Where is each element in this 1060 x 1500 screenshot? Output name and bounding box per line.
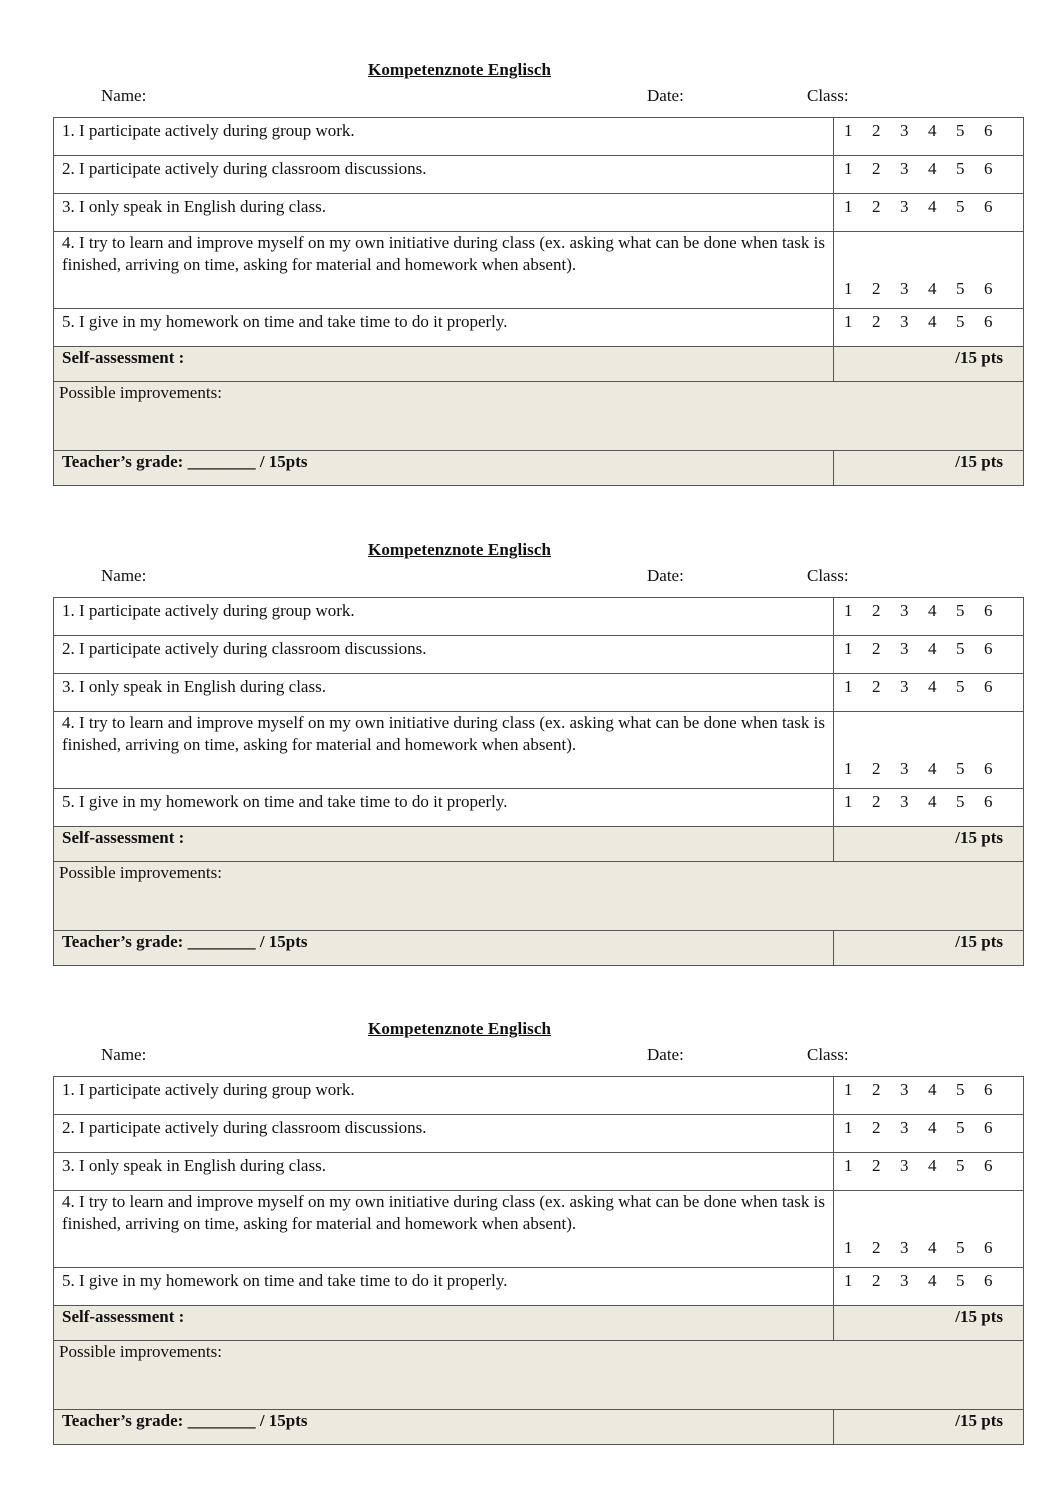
- self-assessment-points: /15 pts: [834, 827, 1024, 862]
- teacher-grade-label: Teacher’s grade: ________ / 15pts: [54, 451, 834, 486]
- rating-option-6[interactable]: 6: [984, 279, 993, 298]
- rating-option-5[interactable]: 5: [956, 159, 965, 178]
- rating-option-6[interactable]: 6: [984, 677, 993, 696]
- form-title: Kompetenznote Englisch: [368, 1019, 552, 1038]
- rating-scale: [834, 1268, 1024, 1306]
- criterion-text: 2. I participate actively during classroom discussions.: [54, 636, 834, 674]
- criterion-row: [54, 156, 1024, 194]
- rating-option-6[interactable]: 6: [984, 1118, 993, 1137]
- rating-option-1[interactable]: 1: [844, 677, 853, 696]
- rating-option-2[interactable]: 2: [872, 159, 881, 178]
- rating-option-1[interactable]: 1: [844, 1238, 853, 1257]
- criterion-text: 5. I give in my homework on time and take time to do it properly.: [54, 789, 834, 827]
- rating-option-4[interactable]: 4: [928, 639, 937, 658]
- rating-option-6[interactable]: 6: [984, 601, 993, 620]
- rating-scale: [834, 636, 1024, 674]
- criterion-row: [54, 1077, 1024, 1115]
- rating-option-5[interactable]: 5: [956, 677, 965, 696]
- rating-option-6[interactable]: 6: [984, 639, 993, 658]
- rating-option-1[interactable]: 1: [844, 159, 853, 178]
- rating-option-1[interactable]: 1: [844, 1156, 853, 1175]
- teacher-grade-row: [54, 451, 1024, 486]
- rating-option-1[interactable]: 1: [844, 121, 853, 140]
- criterion-row: [54, 1191, 1024, 1268]
- rating-option-2[interactable]: 2: [872, 1271, 881, 1290]
- date-label: Date:: [647, 86, 684, 105]
- rating-option-4[interactable]: 4: [928, 121, 937, 140]
- rating-option-4[interactable]: 4: [928, 279, 937, 298]
- criterion-text: 3. I only speak in English during class.: [54, 1153, 834, 1191]
- name-label: Name:: [101, 566, 147, 585]
- rating-option-2[interactable]: 2: [872, 677, 881, 696]
- teacher-grade-label: Teacher’s grade: ________ / 15pts: [54, 931, 834, 966]
- rating-option-2[interactable]: 2: [872, 1080, 881, 1099]
- rating-option-4[interactable]: 4: [928, 601, 937, 620]
- rating-option-4[interactable]: 4: [928, 792, 937, 811]
- class-label: Class:: [807, 1045, 849, 1064]
- rating-option-2[interactable]: 2: [872, 279, 881, 298]
- criterion-text: 4. I try to learn and improve myself on my own initiative during class (ex. asking what can be done when task is finished, arriving on time, asking for material and homework when absent).: [54, 232, 834, 309]
- rating-option-4[interactable]: 4: [928, 759, 937, 778]
- name-label: Name:: [101, 86, 147, 105]
- assessment-table: [53, 1076, 1024, 1445]
- rating-option-5[interactable]: 5: [956, 792, 965, 811]
- self-assessment-label: Self-assessment :: [54, 347, 834, 382]
- teacher-grade-points: /15 pts: [834, 931, 1024, 966]
- class-label: Class:: [807, 86, 849, 105]
- rating-option-3[interactable]: 3: [900, 312, 909, 331]
- criterion-row: [54, 636, 1024, 674]
- rating-scale: [834, 194, 1024, 232]
- criterion-text: 2. I participate actively during classroom discussions.: [54, 1115, 834, 1153]
- rating-option-5[interactable]: 5: [956, 1156, 965, 1175]
- criterion-row: [54, 598, 1024, 636]
- rating-option-2[interactable]: 2: [872, 1238, 881, 1257]
- rating-option-1[interactable]: 1: [844, 1118, 853, 1137]
- rating-option-2[interactable]: 2: [872, 601, 881, 620]
- rating-option-3[interactable]: 3: [900, 121, 909, 140]
- rating-option-1[interactable]: 1: [844, 312, 853, 331]
- rating-option-6[interactable]: 6: [984, 159, 993, 178]
- rating-scale: [834, 1077, 1024, 1115]
- teacher-grade-points: /15 pts: [834, 451, 1024, 486]
- rating-option-1[interactable]: 1: [844, 639, 853, 658]
- rating-option-4[interactable]: 4: [928, 197, 937, 216]
- improvements-row: [54, 1341, 1024, 1410]
- rating-option-4[interactable]: 4: [928, 312, 937, 331]
- self-assessment-row: [54, 1306, 1024, 1341]
- rating-option-4[interactable]: 4: [928, 1080, 937, 1099]
- criterion-row: [54, 674, 1024, 712]
- rating-option-6[interactable]: 6: [984, 197, 993, 216]
- rating-scale: [834, 712, 1024, 789]
- rating-option-5[interactable]: 5: [956, 639, 965, 658]
- rating-option-5[interactable]: 5: [956, 312, 965, 331]
- self-assessment-label: Self-assessment :: [54, 1306, 834, 1341]
- rating-option-5[interactable]: 5: [956, 1271, 965, 1290]
- rating-option-4[interactable]: 4: [928, 159, 937, 178]
- rating-option-4[interactable]: 4: [928, 677, 937, 696]
- teacher-grade-points: /15 pts: [834, 1410, 1024, 1445]
- rating-option-4[interactable]: 4: [928, 1238, 937, 1257]
- criterion-text: 1. I participate actively during group work.: [54, 598, 834, 636]
- self-assessment-row: [54, 827, 1024, 862]
- improvements-label: Possible improvements:: [54, 382, 1024, 451]
- criterion-text: 5. I give in my homework on time and take time to do it properly.: [54, 1268, 834, 1306]
- rating-option-6[interactable]: 6: [984, 1080, 993, 1099]
- rating-option-2[interactable]: 2: [872, 792, 881, 811]
- rating-option-2[interactable]: 2: [872, 121, 881, 140]
- rating-option-2[interactable]: 2: [872, 1118, 881, 1137]
- rating-option-3[interactable]: 3: [900, 1080, 909, 1099]
- criterion-text: 1. I participate actively during group work.: [54, 118, 834, 156]
- rating-option-3[interactable]: 3: [900, 159, 909, 178]
- date-label: Date:: [647, 1045, 684, 1064]
- rating-option-5[interactable]: 5: [956, 601, 965, 620]
- rating-option-1[interactable]: 1: [844, 792, 853, 811]
- rating-option-3[interactable]: 3: [900, 792, 909, 811]
- self-assessment-points: /15 pts: [834, 347, 1024, 382]
- rating-option-6[interactable]: 6: [984, 121, 993, 140]
- rating-option-1[interactable]: 1: [844, 601, 853, 620]
- criterion-text: 1. I participate actively during group work.: [54, 1077, 834, 1115]
- rating-option-5[interactable]: 5: [956, 1080, 965, 1099]
- rating-option-2[interactable]: 2: [872, 197, 881, 216]
- rating-option-3[interactable]: 3: [900, 759, 909, 778]
- criterion-row: [54, 118, 1024, 156]
- criterion-row: [54, 1115, 1024, 1153]
- rating-scale: [834, 598, 1024, 636]
- criterion-text: 2. I participate actively during classroom discussions.: [54, 156, 834, 194]
- improvements-label: Possible improvements:: [54, 1341, 1024, 1410]
- criterion-row: [54, 194, 1024, 232]
- rating-option-1[interactable]: 1: [844, 759, 853, 778]
- criterion-text: 5. I give in my homework on time and take time to do it properly.: [54, 309, 834, 347]
- assessment-table: [53, 597, 1024, 966]
- improvements-row: [54, 862, 1024, 931]
- rating-option-3[interactable]: 3: [900, 639, 909, 658]
- rating-option-6[interactable]: 6: [984, 792, 993, 811]
- criterion-row: [54, 712, 1024, 789]
- rating-option-5[interactable]: 5: [956, 759, 965, 778]
- rating-option-5[interactable]: 5: [956, 1238, 965, 1257]
- teacher-grade-label: Teacher’s grade: ________ / 15pts: [54, 1410, 834, 1445]
- rating-option-1[interactable]: 1: [844, 197, 853, 216]
- rating-option-5[interactable]: 5: [956, 121, 965, 140]
- improvements-label: Possible improvements:: [54, 862, 1024, 931]
- rating-option-3[interactable]: 3: [900, 197, 909, 216]
- rating-option-6[interactable]: 6: [984, 759, 993, 778]
- teacher-grade-row: [54, 1410, 1024, 1445]
- rating-scale: [834, 232, 1024, 309]
- criterion-text: 4. I try to learn and improve myself on my own initiative during class (ex. asking what can be done when task is finished, arriving on time, asking for material and homework when absent).: [54, 1191, 834, 1268]
- criterion-row: [54, 789, 1024, 827]
- rating-option-6[interactable]: 6: [984, 1271, 993, 1290]
- rating-option-3[interactable]: 3: [900, 1271, 909, 1290]
- assessment-table: [53, 117, 1024, 486]
- criterion-row: [54, 232, 1024, 309]
- rating-option-2[interactable]: 2: [872, 312, 881, 331]
- rating-scale: [834, 309, 1024, 347]
- rating-option-3[interactable]: 3: [900, 1118, 909, 1137]
- self-assessment-points: /15 pts: [834, 1306, 1024, 1341]
- teacher-grade-row: [54, 931, 1024, 966]
- rating-option-3[interactable]: 3: [900, 601, 909, 620]
- form-title: Kompetenznote Englisch: [368, 540, 552, 559]
- criterion-text: 3. I only speak in English during class.: [54, 674, 834, 712]
- rating-option-5[interactable]: 5: [956, 279, 965, 298]
- rating-option-4[interactable]: 4: [928, 1118, 937, 1137]
- criterion-row: [54, 1268, 1024, 1306]
- rating-option-6[interactable]: 6: [984, 1238, 993, 1257]
- rating-scale: [834, 1115, 1024, 1153]
- rating-option-1[interactable]: 1: [844, 1080, 853, 1099]
- rating-option-2[interactable]: 2: [872, 759, 881, 778]
- rating-option-2[interactable]: 2: [872, 1156, 881, 1175]
- rating-scale: [834, 118, 1024, 156]
- self-assessment-label: Self-assessment :: [54, 827, 834, 862]
- name-label: Name:: [101, 1045, 147, 1064]
- rating-option-6[interactable]: 6: [984, 1156, 993, 1175]
- rating-scale: [834, 156, 1024, 194]
- rating-scale: [834, 1191, 1024, 1268]
- rating-option-4[interactable]: 4: [928, 1271, 937, 1290]
- rating-scale: [834, 674, 1024, 712]
- rating-option-5[interactable]: 5: [956, 1118, 965, 1137]
- rating-option-1[interactable]: 1: [844, 1271, 853, 1290]
- criterion-text: 3. I only speak in English during class.: [54, 194, 834, 232]
- rating-option-3[interactable]: 3: [900, 279, 909, 298]
- rating-option-3[interactable]: 3: [900, 1238, 909, 1257]
- rating-option-2[interactable]: 2: [872, 639, 881, 658]
- rating-option-6[interactable]: 6: [984, 312, 993, 331]
- rating-option-5[interactable]: 5: [956, 197, 965, 216]
- rating-option-4[interactable]: 4: [928, 1156, 937, 1175]
- rating-option-1[interactable]: 1: [844, 279, 853, 298]
- criterion-row: [54, 309, 1024, 347]
- rating-option-3[interactable]: 3: [900, 1156, 909, 1175]
- improvements-row: [54, 382, 1024, 451]
- form-title: Kompetenznote Englisch: [368, 60, 552, 79]
- rating-scale: [834, 789, 1024, 827]
- rating-option-3[interactable]: 3: [900, 677, 909, 696]
- date-label: Date:: [647, 566, 684, 585]
- self-assessment-row: [54, 347, 1024, 382]
- class-label: Class:: [807, 566, 849, 585]
- criterion-row: [54, 1153, 1024, 1191]
- rating-scale: [834, 1153, 1024, 1191]
- criterion-text: 4. I try to learn and improve myself on my own initiative during class (ex. asking what can be done when task is finished, arriving on time, asking for material and homework when absent).: [54, 712, 834, 789]
